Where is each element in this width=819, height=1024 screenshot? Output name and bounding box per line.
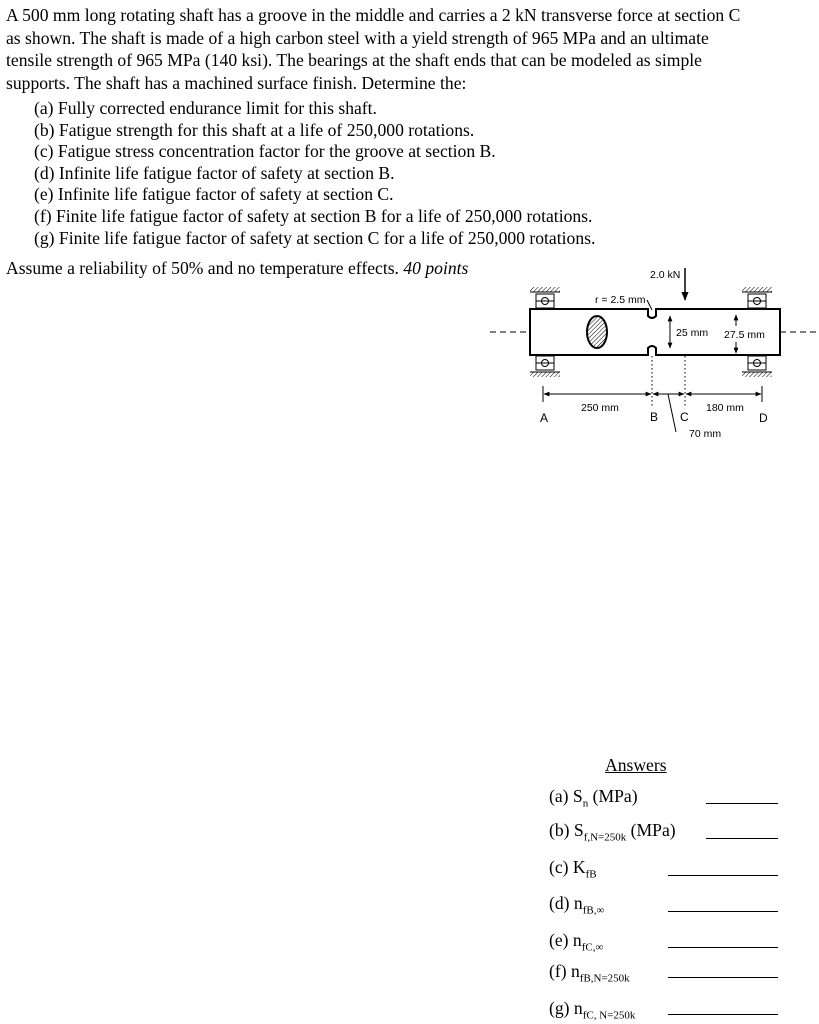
cross-section: [587, 316, 607, 348]
shaft-diagram: [480, 260, 819, 440]
dim-27-5-label: 27.5 mm: [724, 329, 765, 341]
question-part-f: (f) Finite life fatigue factor of safety at section B for a life of 250,000 rotations.: [34, 205, 593, 226]
problem-line: supports. The shaft has a machined surface finish. Determine the:: [6, 72, 467, 93]
question-part-d: (d) Infinite life fatigue factor of safety at section B.: [34, 162, 395, 183]
problem-line: as shown. The shaft is made of a high carbon steel with a yield strength of 965 MPa and an ultimate: [6, 27, 709, 48]
label-b: B: [650, 410, 659, 424]
question-part-e: (e) Infinite life fatigue factor of safety at section C.: [34, 184, 394, 205]
question-part-b: (b) Fatigue strength for this shaft at a life of 250,000 rotations.: [34, 119, 475, 140]
answer-c-blank[interactable]: [668, 875, 778, 876]
points-label: 40 points: [403, 258, 469, 278]
problem-line: A 500 mm long rotating shaft has a groove in the middle and carries a 2 kN transverse force at section C: [6, 5, 741, 25]
answer-g-label: (g) $n_{fC, N=250k}$: [549, 998, 636, 1022]
answer-b-label: (b) $S_{f,N=250k}$ (MPa): [549, 820, 676, 844]
answer-e-label: (e) $n_{fC,\infty}$: [549, 930, 604, 954]
problem-statement: [6, 4, 806, 94]
problem-line: tensile strength of 965 MPa (140 ksi). The bearings at the shaft ends that can be modeled as simple: [6, 50, 702, 71]
answer-a-label: (a) $S_n$ (MPa): [549, 786, 638, 810]
question-part-g: (g) Finite life fatigue factor of safety at section C for a life of 250,000 rotations.: [34, 227, 596, 248]
assumption-line: [6, 258, 468, 279]
answer-d-label: (d) $n_{fB,\infty}$: [549, 893, 605, 917]
answer-e-blank[interactable]: [668, 947, 778, 948]
label-a: A: [540, 411, 549, 425]
answer-f-blank[interactable]: [668, 977, 778, 978]
dim-70-label: 70 mm: [689, 428, 722, 440]
question-parts: [34, 98, 595, 249]
answer-b-blank[interactable]: [706, 838, 778, 839]
dim-180-label: 180 mm: [706, 402, 744, 414]
answer-g-blank[interactable]: [668, 1014, 778, 1015]
radius-label: r = 2.5 mm: [595, 294, 646, 306]
answer-c-label: (c) $K_{fB}$: [549, 857, 597, 881]
answer-f-label: (f) $n_{fB,N=250k}$: [549, 961, 630, 985]
label-c: C: [680, 410, 689, 424]
force-label: 2.0 kN: [650, 269, 681, 281]
question-part-a: (a) Fully corrected endurance limit for this shaft.: [34, 98, 377, 118]
question-part-c: (c) Fatigue stress concentration factor for the groove at section B.: [34, 141, 496, 162]
label-d: D: [759, 411, 768, 425]
dim-250-label: 250 mm: [581, 402, 619, 414]
answer-d-blank[interactable]: [668, 911, 778, 912]
answers-title: Answers: [605, 755, 667, 775]
answer-a-blank[interactable]: [706, 803, 778, 804]
dim-25-label: 25 mm: [676, 327, 709, 339]
assumption-text: Assume a reliability of 50% and no temperature effects.: [6, 258, 399, 278]
